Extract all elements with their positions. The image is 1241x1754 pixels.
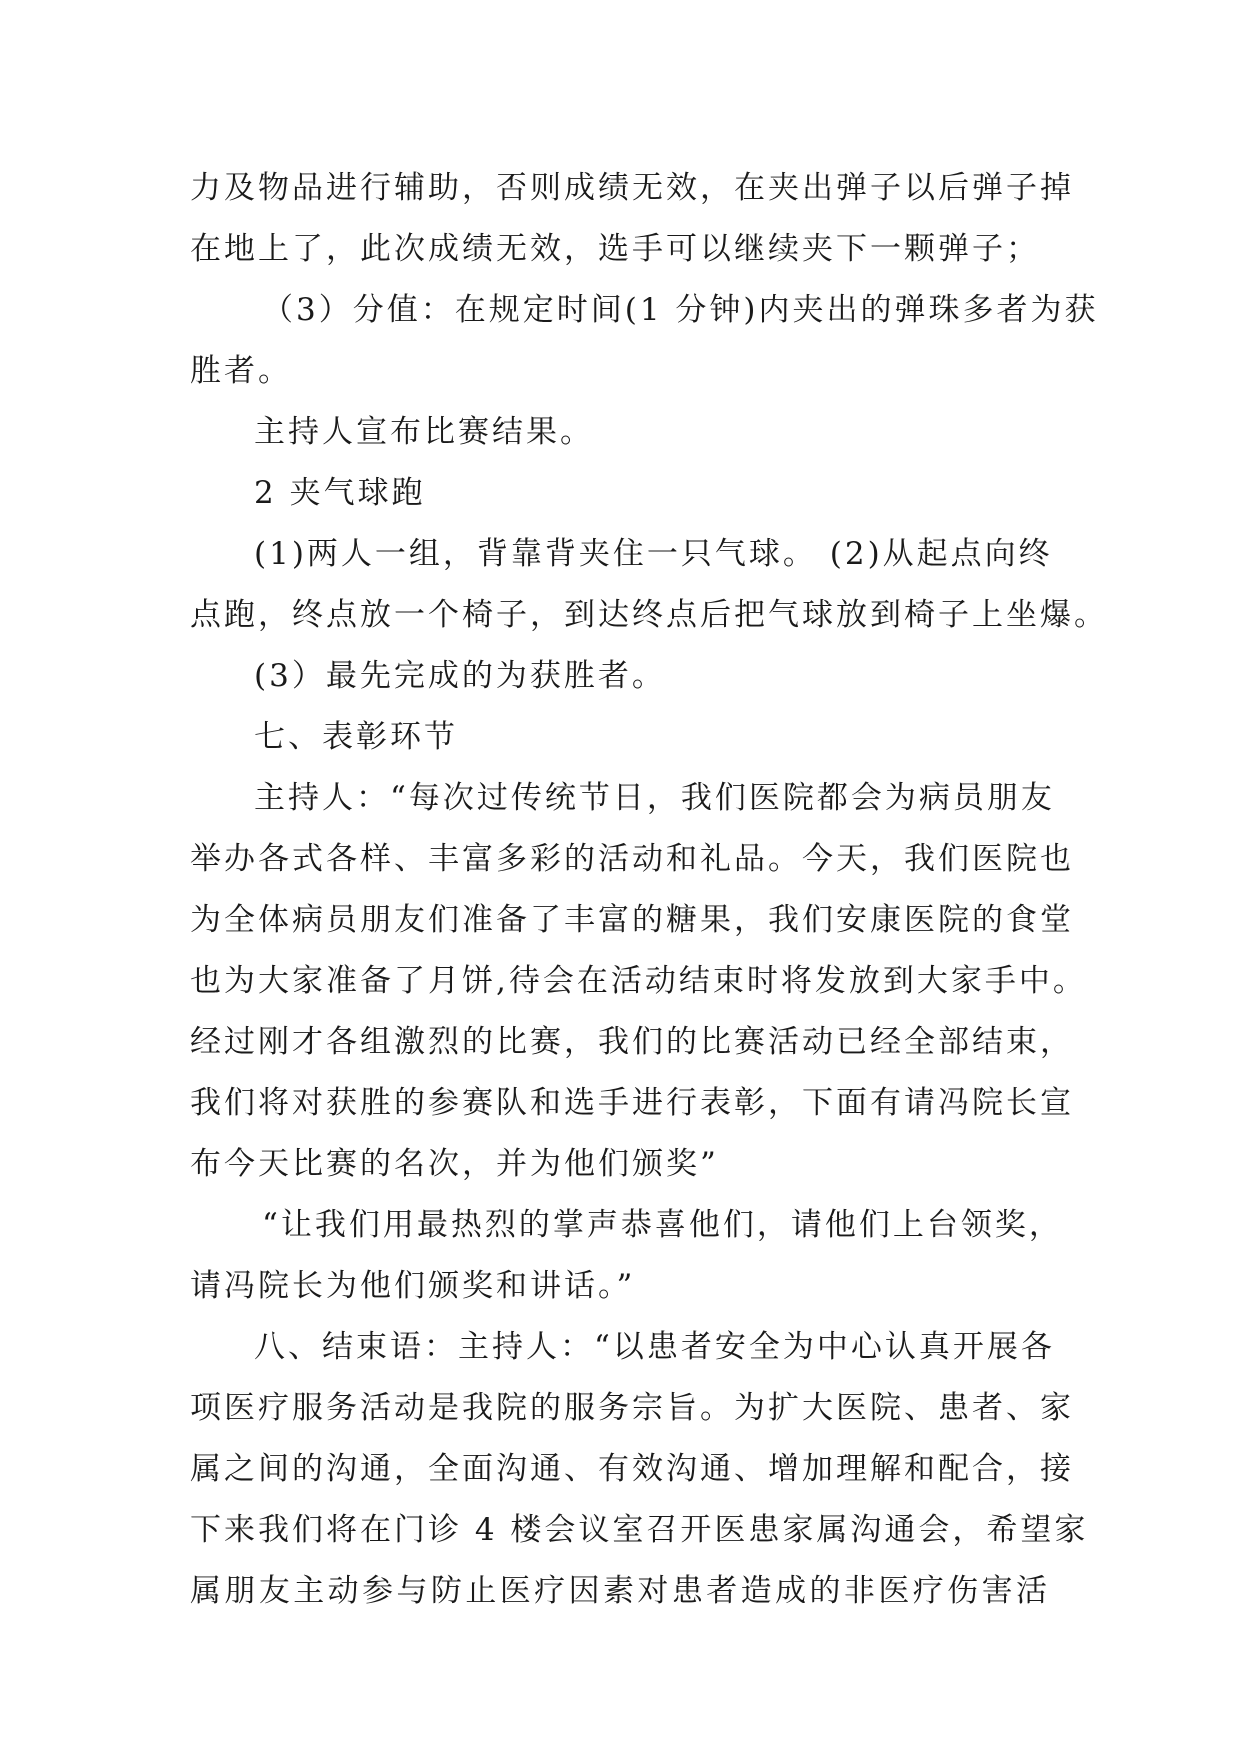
- text-line: 下来我们将在门诊 4 楼会议室召开医患家属沟通会，希望家: [190, 1512, 1089, 1548]
- text-line: 胜者。: [190, 353, 292, 389]
- text-line: 在地上了，此次成绩无效，选手可以继续夹下一颗弹子；: [190, 231, 1040, 267]
- text-line: 点跑，终点放一个椅子，到达终点后把气球放到椅子上坐爆。: [190, 597, 1108, 633]
- text-line: 主持人宣布比赛结果。: [254, 414, 594, 450]
- text-line: 为全体病员朋友们准备了丰富的糖果，我们安康医院的食堂: [190, 902, 1074, 938]
- text-line: 举办各式各样、丰富多彩的活动和礼品。今天，我们医院也: [190, 841, 1074, 877]
- text-line: 属朋友主动参与防止医疗因素对患者造成的非医疗伤害活: [190, 1573, 1050, 1609]
- text-line: 主持人：“每次过传统节日，我们医院都会为病员朋友: [254, 780, 1055, 816]
- text-line: 属之间的沟通，全面沟通、有效沟通、增加理解和配合，接: [190, 1451, 1074, 1487]
- text-line: “让我们用最热烈的掌声恭喜他们，请他们上台领奖，: [262, 1207, 1063, 1243]
- text-line: 我们将对获胜的参赛队和选手进行表彰，下面有请冯院长宣: [190, 1085, 1074, 1121]
- section-heading: 2 夹气球跑: [254, 475, 426, 511]
- text-line: 力及物品进行辅助，否则成绩无效，在夹出弹子以后弹子掉: [190, 170, 1074, 206]
- section-heading: 七、表彰环节: [254, 719, 458, 755]
- section-heading: 八、结束语：主持人：“以患者安全为中心认真开展各: [254, 1329, 1055, 1365]
- text-line: 经过刚才各组激烈的比赛，我们的比赛活动已经全部结束，: [190, 1024, 1074, 1060]
- text-line: 也为大家准备了月饼,待会在活动结束时将发放到大家手中。: [190, 963, 1087, 999]
- text-line: (3）最先完成的为获胜者。: [254, 658, 666, 694]
- text-line: 布今天比赛的名次，并为他们颁奖”: [190, 1146, 719, 1182]
- text-line: (1)两人一组，背靠背夹住一只气球。 (2)从起点向终: [254, 536, 1053, 572]
- text-line: 请冯院长为他们颁奖和讲话。”: [190, 1268, 636, 1304]
- text-line: 项医疗服务活动是我院的服务宗旨。为扩大医院、患者、家: [190, 1390, 1074, 1426]
- document-body: [190, 158, 1108, 1622]
- text-line: （3）分值：在规定时间(1 分钟)内夹出的弹珠多者为获: [262, 292, 1099, 328]
